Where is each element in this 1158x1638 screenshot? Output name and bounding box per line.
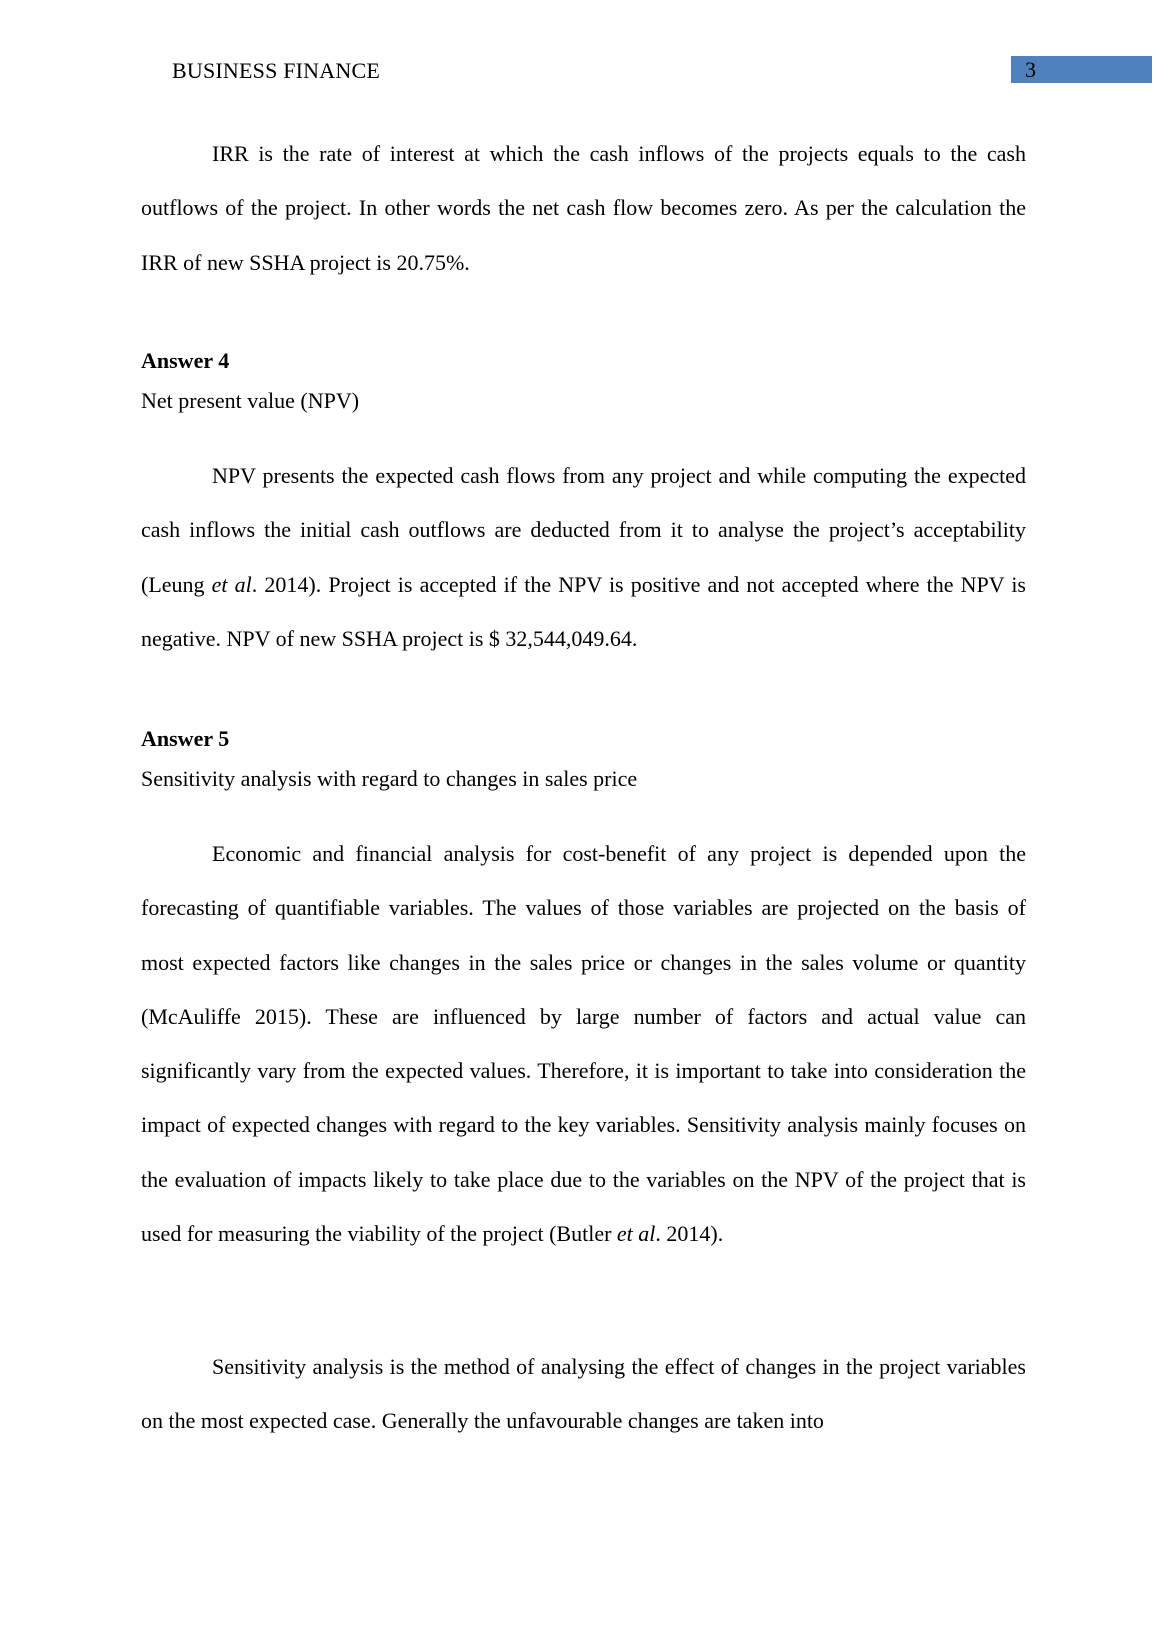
npv-paragraph-text-b: . 2014). Project is accepted if the NPV is positive and not accepted where the NPV is negative. NPV of new SSHA project is $ 32,544,049.64. <box>141 571 1026 651</box>
running-header-title: BUSINESS FINANCE <box>172 58 380 83</box>
irr-paragraph: IRR is the rate of interest at which the cash inflows of the projects equals to the cash outflows of the project. In other words the net cash flow becomes zero. As per the calculation the IRR of new SSHA project is 20.75%. <box>141 141 1026 275</box>
npv-paragraph-citation-etal: et al <box>211 571 252 597</box>
page-number-badge <box>1011 56 1152 83</box>
page-number: 3 <box>1025 57 1036 82</box>
sensitivity-paragraph-1-text-b: . 2014). <box>655 1221 724 1247</box>
answer-5-heading: Answer 5 <box>141 726 230 751</box>
sensitivity-paragraph-2: Sensitivity analysis is the method of analysing the effect of changes in the project variables on the most expected case. Generally the unfavourable changes are taken into <box>141 1354 1026 1434</box>
answer-5-subheading: Sensitivity analysis with regard to changes in sales price <box>141 766 638 791</box>
sensitivity-paragraph-1-citation-etal: et al <box>616 1221 656 1247</box>
answer-4-subheading: Net present value (NPV) <box>141 388 360 413</box>
sensitivity-paragraph-1-text-a: Economic and financial analysis for cost-benefit of any project is depended upon the forecasting of quantifiable variables. The values of those variables are projected on the basis of most expected factors like changes in the sales price or changes in the sales volume or quantity (McAuliffe 2015). These are influenced by large number of factors and actual value can significantly vary from the expected values. Therefore, it is important to take into consideration the impact of expected changes with regard to the key variables. Sensitivity analysis mainly focuses on the evaluation of impacts likely to take place due to the variables on the NPV of the project that is used for measuring the viability of the project (Butler <box>141 841 1026 1247</box>
npv-paragraph <box>141 449 1026 666</box>
npv-paragraph-text-a: NPV presents the expected cash flows from any project and while computing the expected cash inflows the initial cash outflows are deducted from it to analyse the project’s acceptability (Leung <box>141 463 1026 597</box>
sensitivity-paragraph-1 <box>141 827 1026 1261</box>
answer-4-heading: Answer 4 <box>141 348 230 373</box>
